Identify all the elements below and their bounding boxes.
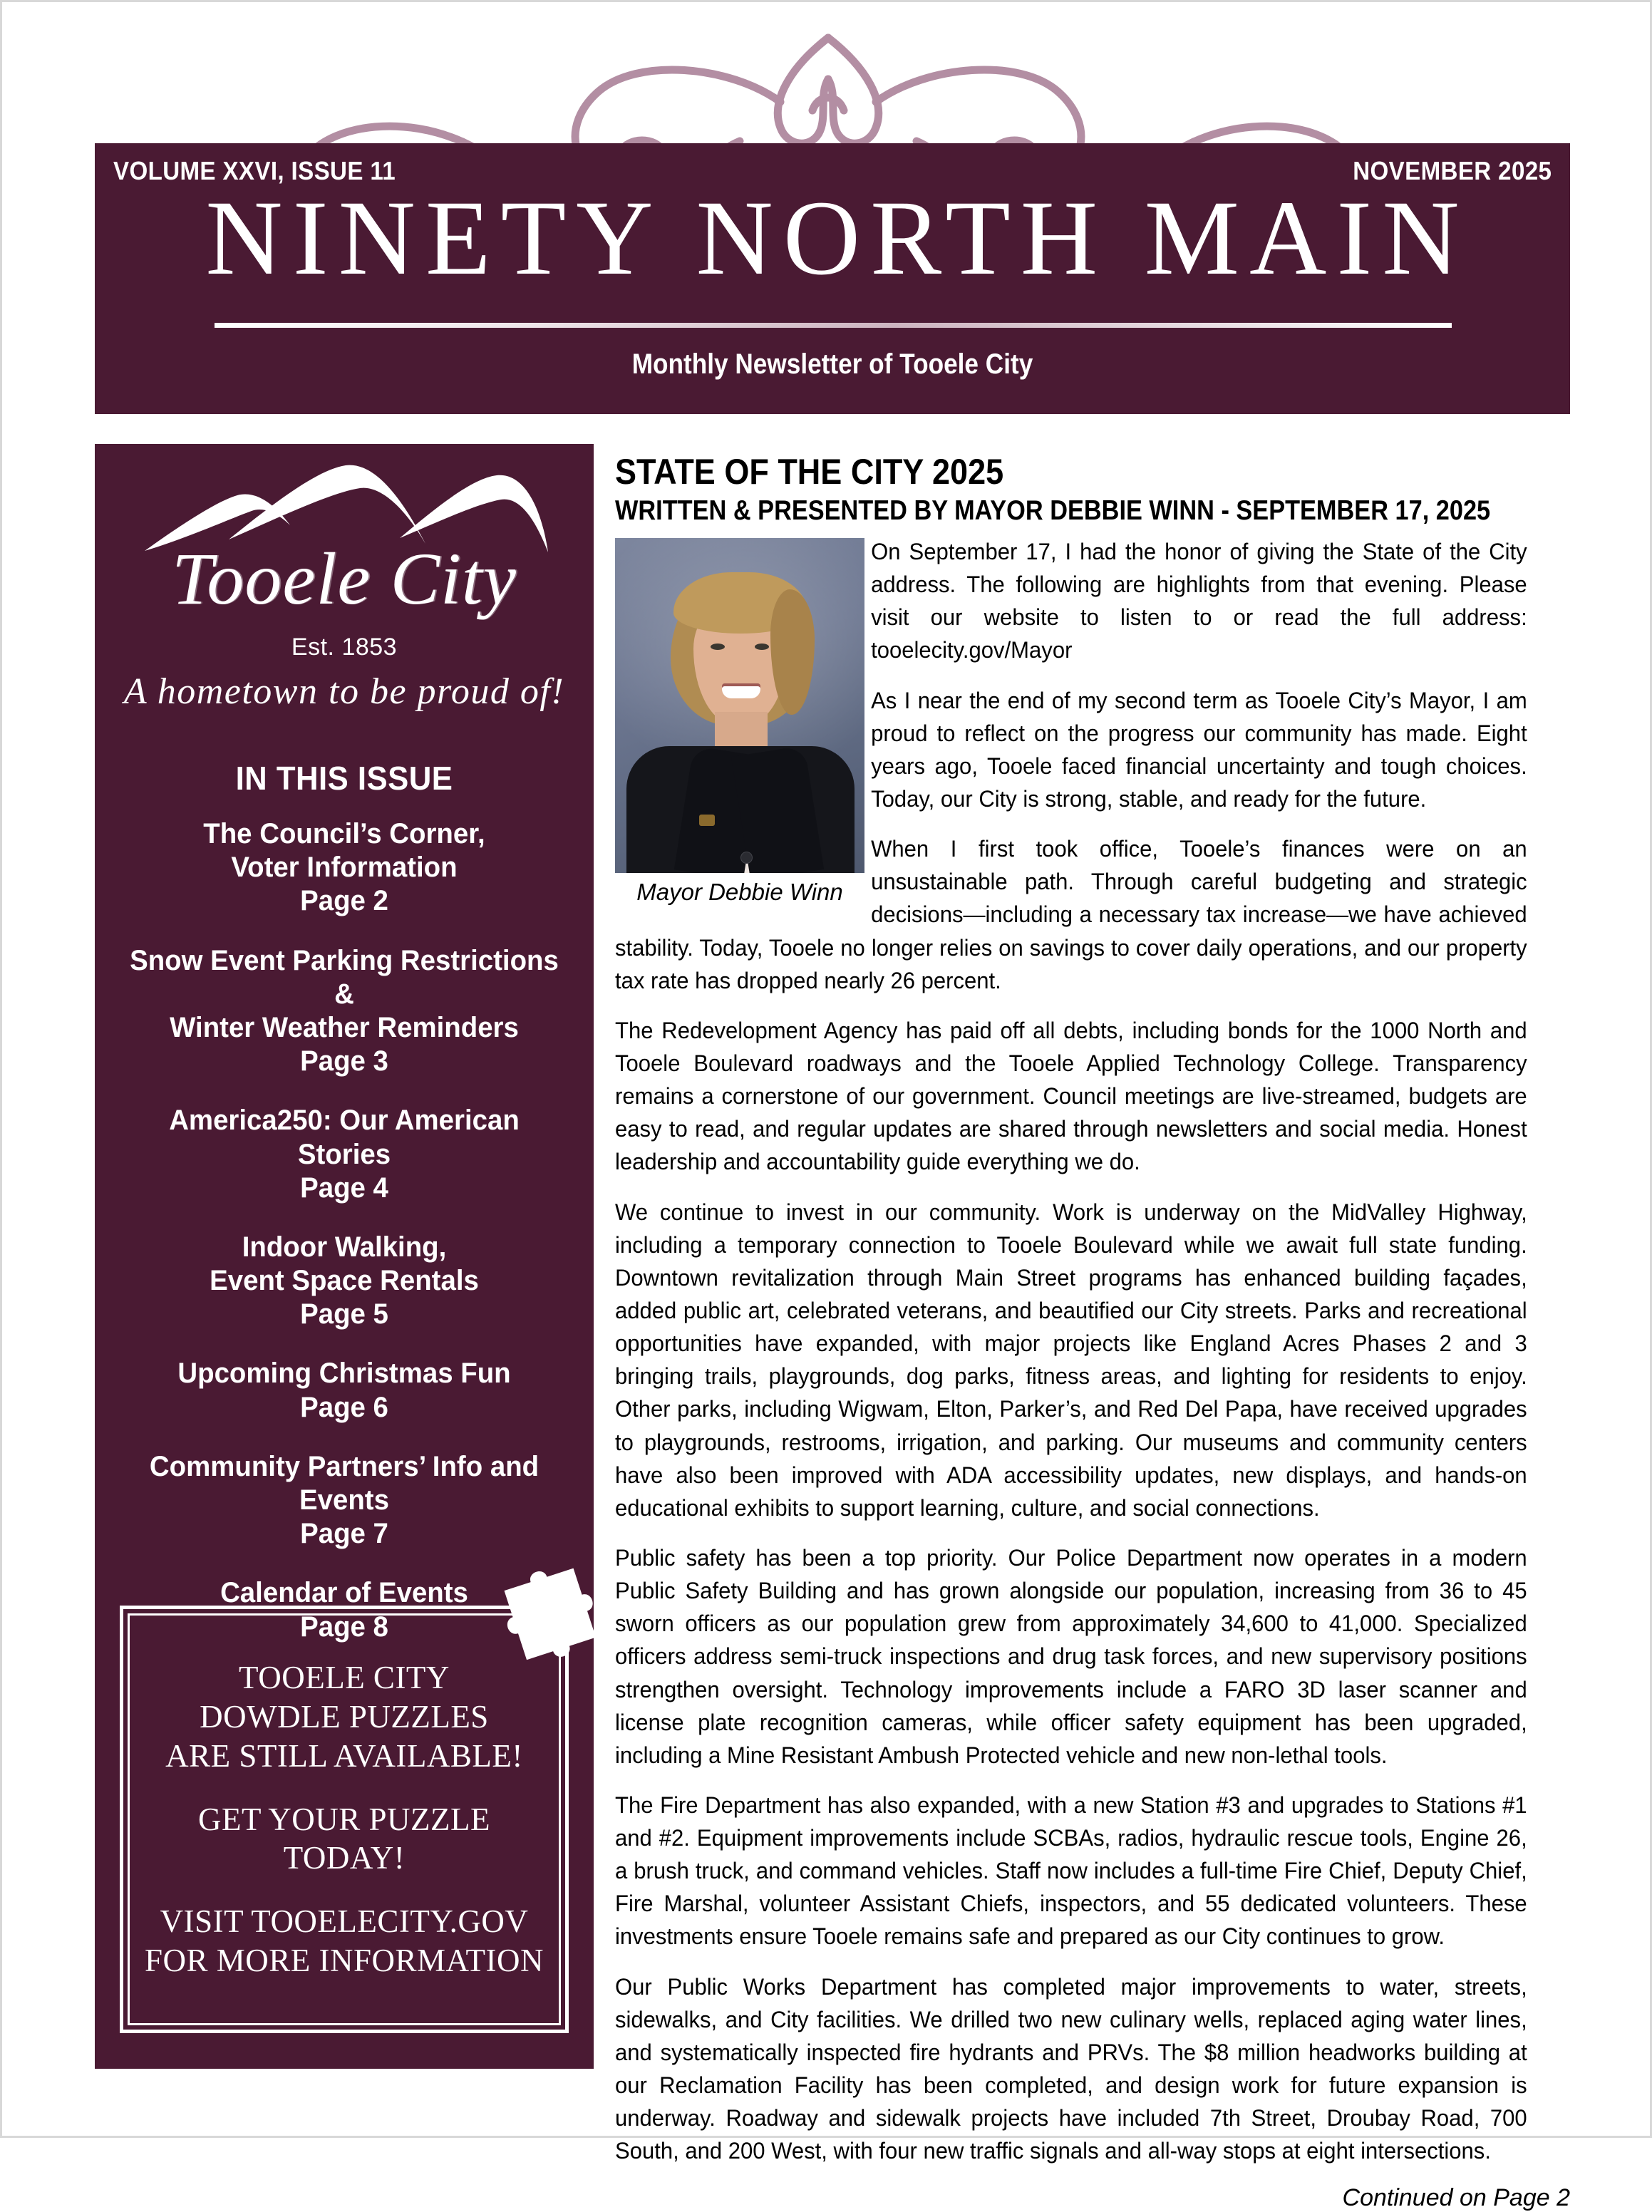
- toc-item-page: Page 6: [300, 1391, 388, 1423]
- toc-item[interactable]: [123, 1357, 566, 1424]
- article-paragraph: The Redevelopment Agency has paid off all debts, including bonds for the 1000 North and Tooele Boulevard roadways and the Tooele Applied Technology College. Transparency remains a cornerstone of our government. Council meetings are live-streamed, budgets are easy to read, and regular updates are shared through newsletters and social media. Honest leadership and accountability guide everything we do.: [615, 1017, 1527, 1175]
- toc-item[interactable]: [123, 1104, 566, 1205]
- toc-heading: IN THIS ISSUE: [235, 760, 453, 797]
- sidebar: [95, 444, 594, 2069]
- article-paragraph: On September 17, I had the honor of giving the State of the City address. The following are highlights from that evening. Please visit our website to listen to or read the full address: tooelecity.gov/Mayor: [871, 539, 1527, 663]
- issue-date: NOVEMBER 2025: [1352, 156, 1552, 185]
- toc-item[interactable]: [123, 944, 566, 1079]
- article-paragraph: As I near the end of my second term as Tooele City’s Mayor, I am proud to reflect on the progress our community has made. Eight years ago, Tooele faced financial uncertainty and tough choices. Today, our City is strong, stable, and ready for the future.: [871, 687, 1527, 812]
- puzzle-ad-line-2: GET YOUR PUZZLE TODAY!: [198, 1801, 490, 1876]
- masthead: [95, 143, 1570, 414]
- article-byline: WRITTEN & PRESENTED BY MAYOR DEBBIE WINN - SEPTEMBER 17, 2025: [615, 495, 1491, 526]
- toc-item-page: Page 7: [300, 1518, 388, 1550]
- toc-item[interactable]: [123, 1450, 566, 1551]
- toc-item-page: Page 2: [300, 885, 388, 917]
- toc-item-page: Page 8: [300, 1611, 388, 1643]
- article-paragraph: When I first took office, Tooele’s finances were on an unsustainable path. Through careful budgeting and strategic decisions—including a necessary tax increase—we have achieved stability. Today, Tooele no longer relies on savings to cover daily operations, and our property tax rate has dropped nearly 26 percent.: [615, 836, 1527, 993]
- toc-item-title: America250: Our American Stories: [169, 1105, 520, 1170]
- toc-item[interactable]: [123, 1231, 566, 1332]
- logo-established: Est. 1853: [291, 634, 398, 661]
- toc-item-title: Upcoming Christmas Fun: [177, 1358, 511, 1390]
- article-paragraph: We continue to invest in our community. Work is underway on the MidValley Highway, including a temporary connection to Tooele Boulevard while we await full state funding. Downtown revitalization through Main Street programs has enhanced building façades, added public art, celebrated veterans, and beautified our City streets. Parks and recreational opportunities have expanded, with major projects like England Acres Phases 2 and 3 bringing trails, playgrounds, dog parks, fitness areas, and lighting for residents to enjoy. Other parks, including Wigwam, Elton, Parker’s, and Red Del Papa, have received upgrades to playgrounds, restrooms, irrigation, and parking. Our museums and community centers have also been improved with ADA accessibility updates, new displays, and hands-on educational exhibits to support learning, culture, and social connections.: [615, 1199, 1527, 1521]
- continued-note: Continued on Page 2: [1342, 2184, 1570, 2212]
- article-paragraph: The Fire Department has also expanded, with a new Station #3 and upgrades to Stations #1 and #2. Equipment improvements include SCBAs, radios, hydraulic rescue tools, Engine 26, a brush truck, and command vehicles. Staff now includes a full-time Fire Chief, Deputy Chief, Fire Marshal, volunteer Assistant Chiefs, inspectors, and 55 dedicated volunteers. These investments ensure Tooele remains safe and prepared as our City continues to grow.: [615, 1792, 1527, 1950]
- puzzle-advertisement: [120, 1606, 569, 2033]
- toc-item-page: Page 3: [300, 1045, 388, 1077]
- volume-issue: VOLUME XXVI, ISSUE 11: [113, 156, 396, 185]
- toc-item-title: Calendar of Events: [220, 1577, 468, 1609]
- masthead-subtitle: Monthly Newsletter of Tooele City: [631, 348, 1033, 380]
- masthead-divider: [215, 323, 1452, 328]
- toc-item-title: The Council’s Corner, Voter Information: [203, 818, 485, 884]
- photo-caption: Mayor Debbie Winn: [636, 879, 843, 905]
- article-paragraph: Our Public Works Department has completed major improvements to water, streets, sidewalks, and City facilities. We drilled two new culinary wells, replaced aging water lines, and systematically inspected fire hydrants and PRVs. The $8 million headworks building at our Reclamation Facility has been completed, and design work for future expansion is underway. Roadway and sidewalk projects have included 7th Street, Droubay Road, 700 South, and 200 West, with four new traffic signals and all-way stops at eight intersections.: [615, 1973, 1527, 2164]
- toc-item-title: Snow Event Parking Restrictions & Winter Weather Reminders: [130, 944, 559, 1043]
- toc-item[interactable]: [123, 817, 566, 919]
- toc-list: [95, 817, 594, 1644]
- city-logo: [95, 444, 594, 750]
- newsletter-title: NINETY NORTH MAIN: [205, 179, 1470, 297]
- toc-item-page: Page 4: [300, 1172, 388, 1204]
- toc-item-page: Page 5: [300, 1298, 388, 1330]
- puzzle-ad-line-1: TOOELE CITY DOWDLE PUZZLES ARE STILL AVAILABLE!: [165, 1659, 523, 1774]
- puzzle-ad-line-3: VISIT TOOELECITY.GOV FOR MORE INFORMATION: [144, 1903, 544, 1979]
- logo-city-name: Tooele City: [172, 538, 517, 620]
- toc-item-title: Community Partners’ Info and Events: [149, 1450, 540, 1516]
- article: [615, 451, 1570, 2212]
- toc-item-title: Indoor Walking, Event Space Rentals: [210, 1231, 479, 1297]
- article-title: STATE OF THE CITY 2025: [615, 452, 1004, 492]
- logo-tagline: A hometown to be proud of!: [123, 671, 565, 712]
- article-body: [615, 535, 1570, 2167]
- article-paragraph: Public safety has been a top priority. Our Police Department now operates in a modern Public Safety Building and has grown alongside our population, increasing from 36 to 45 sworn officers as our population grew from approximately 34,600 to 41,000. Specialized officers address semi-truck inspections and drug task forces, and new supervisory positions strengthen oversight. Technology improvements include a FARO 3D laser scanner and license plate recognition cameras, while officer safety equipment has been upgraded, including a Mine Resistant Ambush Protected vehicle and new non-lethal tools.: [615, 1544, 1527, 1768]
